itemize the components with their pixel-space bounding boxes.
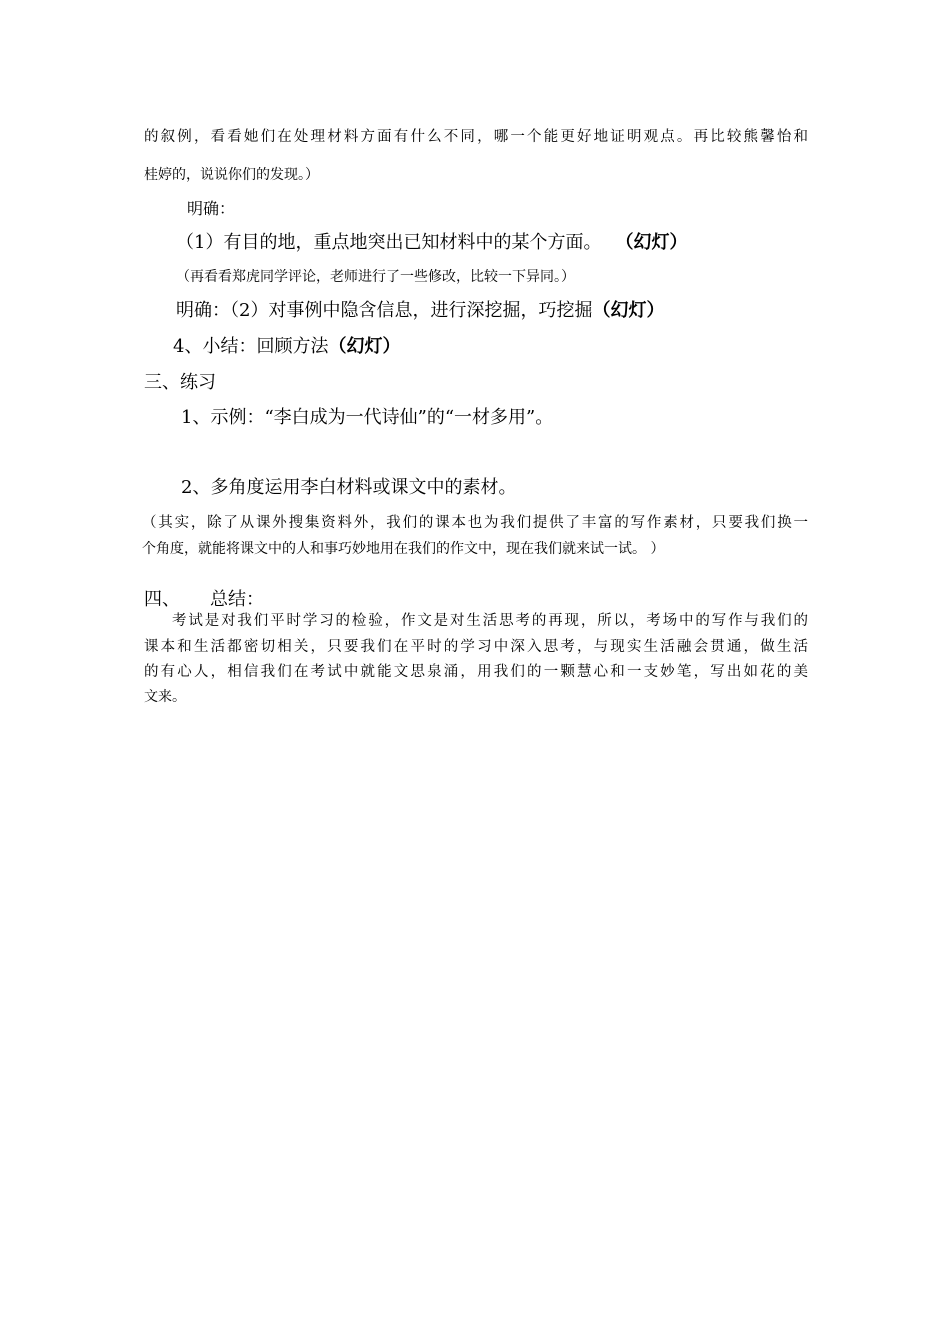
intro-line-2: 桂婷的，说说你们的发现。）: [144, 167, 319, 183]
intro-line-1: 的叙例，看看她们在处理材料方面有什么不同，哪一个能更好地证明观点。再比较熊馨怡和: [144, 129, 808, 145]
exercise-item-1: 1、示例：“李白成为一代诗仙”的“一材多用”。: [181, 407, 554, 428]
summary-para-line-1: 考试是对我们平时学习的检验，作文是对生活思考的再现，所以，考场中的写作与我们的: [172, 613, 808, 629]
summary-para-line-4: 文来。: [144, 689, 186, 705]
section-4-heading-text: 总结：: [210, 589, 264, 610]
section-3-heading: 三、练习: [144, 372, 216, 393]
summary-para-line-2: 课本和生活都密切相关，只要我们在平时的学习中深入思考，与现实生活融会贯通，做生活: [144, 639, 808, 655]
clarify-item-1-text: （1）有目的地，重点地突出已知材料中的某个方面。: [176, 232, 602, 253]
summary-4: [173, 338, 400, 356]
clarify-item-2: [176, 302, 664, 320]
section-4-heading-num: 四、: [144, 589, 180, 610]
exercise-note-line-1: （其实，除了从课外搜集资料外，我们的课本也为我们提供了丰富的写作素材，只要我们换一: [142, 515, 808, 531]
clarify-item-2-tag: （幻灯）: [592, 300, 665, 321]
clarify-item-2-text: 明确：（2）对事例中隐含信息，进行深挖掘，巧挖掘: [176, 300, 593, 321]
clarify-item-1: [176, 234, 687, 252]
exercise-note-line-2: 个角度，就能将课文中的人和事巧妙地用在我们的作文中，现在我们就来试一试。 ）: [142, 541, 665, 557]
summary-para-line-3: 的有心人，相信我们在考试中就能文思泉涌，用我们的一颗慧心和一支妙笔，写出如花的美: [144, 664, 808, 680]
exercise-item-2: 2、多角度运用李白材料或课文中的素材。: [181, 477, 517, 498]
section-4-heading: [144, 591, 264, 609]
clarify-label: 明确：: [187, 199, 236, 218]
summary-4-text: 4、小结：回顾方法: [173, 336, 329, 357]
clarify-item-1-tag: （幻灯）: [615, 232, 688, 253]
revision-note: （再看看郑虎同学评论，老师进行了一些修改，比较一下异同。）: [176, 269, 575, 285]
summary-4-tag: （幻灯）: [328, 336, 401, 357]
